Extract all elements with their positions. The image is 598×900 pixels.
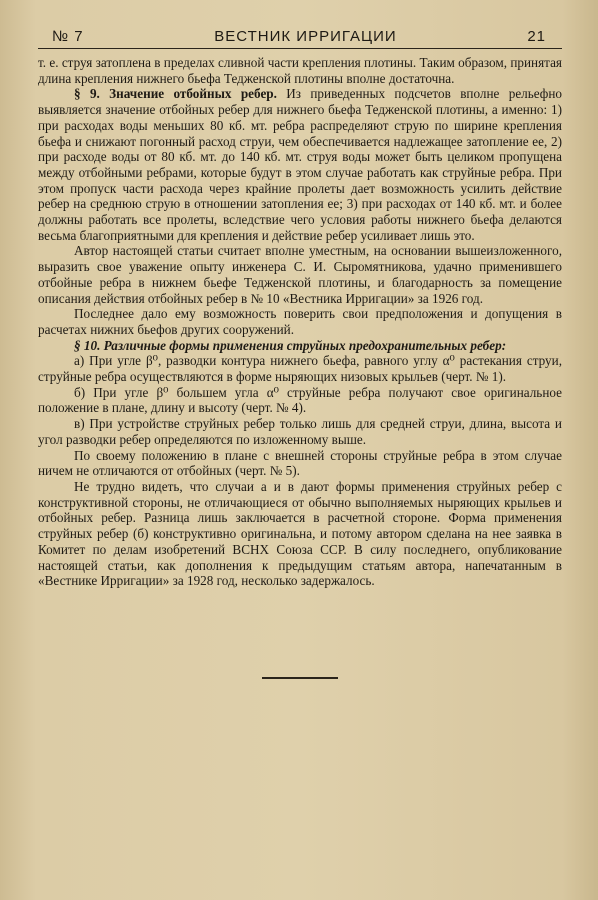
- issue-number: № 7: [52, 28, 84, 45]
- section-9-heading: § 9. Значение отбойных ребер.: [74, 86, 277, 102]
- section-10-heading-text: § 10. Различные формы применения струйных предохранительных ребер:: [74, 337, 507, 353]
- paragraph-section-9: [38, 86, 562, 243]
- paragraph-1: т. е. струя затоплена в пределах сливной части крепления плотины. Таким образом, принятая длина крепления нижнего бьефа Тедженской плотины вполне достаточна.: [38, 55, 562, 86]
- header-rule: [38, 48, 562, 49]
- paragraph-3: Автор настоящей статьи считает вполне уместным, на основании вышеизложенного, выразить свое уважение опыту инженера С. И. Сыромятникова, удачно применившего отбойные ребра в нижнем бьефе Тедженской плотины, и благодарность за помещение описания действия отбойных ребер в № 10 «Вестника Ирригации» за 1926 год.: [38, 243, 562, 306]
- paragraph-case-b: б) При угле β⁰ большем угла α⁰ струйные ребра получают свое оригинальное положение в плане, длину и высоту (черт. № 4).: [38, 384, 562, 416]
- paragraph-case-v: в) При устройстве струйных ребер только лишь для средней струи, длина, высота и угол разводки ребер определяются по изложенному выше.: [38, 416, 562, 447]
- end-rule: [262, 677, 338, 679]
- article-body: [38, 55, 562, 589]
- paragraph-9: По своему положению в плане с внешней стороны струйные ребра в этом случае ничем не отличаются от отбойных (черт. № 5).: [38, 447, 562, 479]
- paragraph-4: Последнее дало ему возможность поверить свои предположения и допущения в расчетах нижних бьефов других сооружений.: [38, 306, 562, 337]
- paragraph-10: Не трудно видеть, что случаи а и в дают формы применения струйных ребер с конструктивной стороны, не отличающиеся от обычно выполняемых ныряющих крыльев и отбойных ребер. Разница лишь заключается в расчетной стороне. Форма применения струйных ребер (б) конструктивно оригинальна, и потому автором сделана на нее заявка в Комитет по делам изобретений ВСНХ Союза ССР. В силу последнего, опубликование настоящей статьи, как дополнения к предыдущим статьям автора, напечатанным в «Вестнике Ирригации» за 1928 год, несколько задержалось.: [38, 478, 562, 589]
- paragraph-case-a: а) При угле β⁰, разводки контура нижнего бьефа, равного углу α⁰ растекания струи, струйные ребра осуществляются в форме ныряющих низовых крыльев (черт. № 1).: [38, 353, 562, 385]
- section-10-heading: [38, 338, 562, 354]
- running-header: [38, 28, 562, 45]
- page-number: 21: [527, 28, 546, 45]
- section-9-text: Из приведенных подсчетов вполне рельефно выявляется значение отбойных ребер для нижнего бьефа Тедженской плотины, а именно: 1) при расходах воды меньших 80 кб. мт. ребра распределяют струю по ширине крепления бьефа и снижают погонный расход струи, чем обеспечивается надлежащее затопление ее, 2) при расходе воды от 80 кб. мт. до 140 кб. мт. струя воды может быть целиком пропущена между отбойными ребрами, которые будут в этом случае работать как струйные ребра. При этом пропуск части расхода через крайние пролеты дает возможность усилить действие ребер на среднюю струю в отношении затопления ее; 3) при расходах от 140 кб. мт. и более должны работать все пролеты, вследствие чего условия работы нижнего бьефа делаются весьма благоприятными для крепления и действие ребер усиливает лишь это.: [38, 86, 562, 243]
- journal-title: ВЕСТНИК ИРРИГАЦИИ: [214, 28, 397, 45]
